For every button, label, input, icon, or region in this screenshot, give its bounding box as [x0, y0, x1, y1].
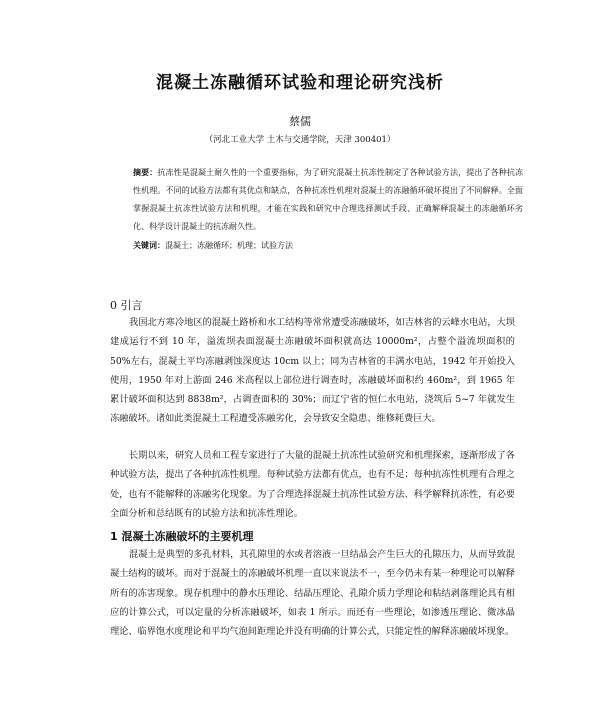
keywords: [133, 240, 523, 251]
mechanism-paragraph-1: 混凝土是典型的多孔材料，其孔隙里的水或者溶液一旦结晶会产生巨大的孔隙压力，从而导致混凝土结构的破坏。而对于混凝土的冻融破坏机理一直以来说法不一，至今仍未有某一种理论可以解释所有的冻害现象。现存机理中的静水压理论、结晶压理论、孔隙介质力学理论和粘结剥落理论具有相应的计算公式，可以定量的分析冻融破坏，如表 1 所示。而还有一些理论，如渗透压理论、微冰晶理论、临界饱水度理论和平均气泡间距理论并没有明确的计算公式，只能定性的解释冻融破坏现象。: [110, 549, 515, 638]
keywords-text: 混凝土；冻融循环；机理；试验方法: [165, 241, 293, 250]
abstract-label: 摘要：: [133, 168, 158, 177]
abstract-text: 抗冻性是混凝土耐久性的一个重要指标，为了研究混凝土抗冻性制定了各种试验方法，提出了各种抗冻性机理。不同的试验方法都有其优点和缺点，各种抗冻性机理对混凝土的冻融循环破坏提出了不同解释。全面掌握混凝土抗冻性试验方法和机理，才能在实践和研究中合理选择测试手段、正确解释混凝土的冻融循环劣化、科学设计混凝土的抗冻耐久性。: [133, 168, 524, 231]
abstract: [133, 164, 523, 236]
intro-paragraph-2: 长期以来，研究人员和工程专家进行了大量的混凝土抗冻性试验研究和机理探索，逐渐形成了各种试验方法，提出了各种抗冻性机理。每种试验方法都有优点，也有不足；每种抗冻性机理有合理之处，也有不能解释的冻融劣化现象。为了合理选择混凝土抗冻性试验方法、科学解释抗冻性，有必要全面分析和总结既有的试验方法和抗冻性理论。: [110, 450, 515, 519]
intro-paragraph-1: 我国北方寒冷地区的混凝土路桥和水工结构等常常遭受冻融破坏，如吉林省的云峰水电站，大坝建成运行不到 10 年，溢流坝表面混凝土冻融破坏面积就高达 10000m²，占整个溢流坝面积的 50%左右，混凝土平均冻融剥蚀深度达 10cm 以上；同为吉林省的丰满水电站，1942 年开始投入使用，1950 年对上游面 246 米高程以上部位进行调查时，冻融破坏面积约 460m²，到 1965 年累计破坏面积达到 8838m²，占调查面积的 30%；而辽宁省的恒仁水电站，浇筑后 5~7 年就发生冻融破坏。诸如此类混凝土工程遭受冻融劣化，会导致安全隐患、维修耗费巨大。: [110, 317, 515, 425]
keywords-label: 关键词：: [133, 241, 165, 250]
paper-title: 混凝土冻融循环试验和理论研究浅析: [156, 73, 444, 93]
section-heading-introduction: 0 引言: [110, 299, 143, 312]
section-heading-mechanism: 1 混凝土冻融破坏的主要机理: [110, 530, 254, 543]
author-name: 蔡儒: [289, 115, 311, 128]
author-affiliation: （河北工业大学 土木与交通学院，天津 300401）: [204, 135, 396, 145]
